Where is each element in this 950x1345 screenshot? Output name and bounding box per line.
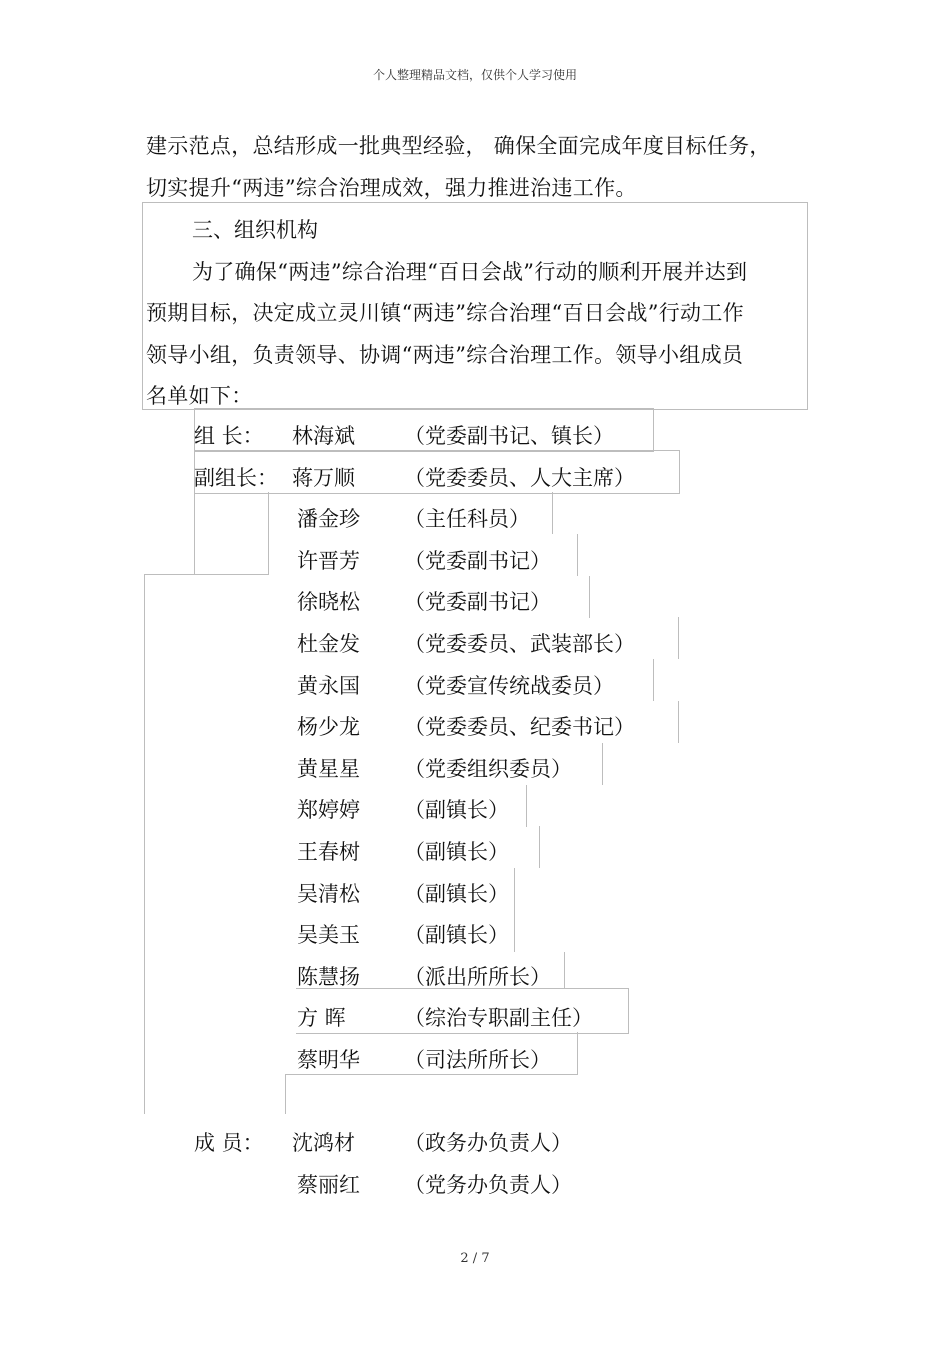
member-name: 黄星星 — [297, 756, 360, 781]
member-name: 潘金珍 — [297, 507, 360, 532]
member-title: （副镇长） — [404, 881, 509, 906]
member-name: 杨少龙 — [297, 715, 360, 740]
frame-line — [285, 1074, 286, 1114]
paragraph-line: 预期目标，决定成立灵川镇“两违”综合治理“百日会战”行动工作 — [146, 301, 744, 325]
member-role: 组 长： — [194, 424, 264, 448]
member-title: （综治专职副主任） — [404, 1006, 593, 1031]
member-role: 成 员： — [194, 1131, 264, 1155]
member-role: 副组长： — [194, 465, 278, 490]
frame-line — [514, 910, 515, 952]
frame-line — [577, 1032, 578, 1074]
frame-line — [144, 574, 269, 575]
member-name: 王春树 — [297, 840, 360, 864]
frame-line — [589, 576, 590, 618]
frame-line — [194, 492, 195, 574]
frame-line — [653, 659, 654, 701]
paragraph-line: 为了确保“两违”综合治理“百日会战”行动的顺利开展并达到 — [192, 260, 748, 284]
paragraph-line: 名单如下： — [146, 384, 253, 408]
frame-line — [678, 701, 679, 743]
member-title: （主任科员） — [404, 507, 530, 532]
frame-line — [552, 492, 553, 534]
frame-line — [514, 868, 515, 910]
paragraph-line: 建示范点，总结形成一批典型经验， 确保全面完成年度目标任务， — [146, 134, 771, 158]
member-title: （党委副书记） — [404, 548, 551, 573]
paragraph-line: 领导小组，负责领导、协调“两违”综合治理工作。领导小组成员 — [146, 343, 744, 367]
frame-line — [144, 574, 145, 1114]
frame-line — [526, 785, 527, 827]
member-name: 蒋万顺 — [292, 465, 355, 490]
member-title: （党委委员、武装部长） — [404, 632, 635, 656]
member-title: （副镇长） — [404, 923, 509, 948]
member-name: 黄永国 — [297, 673, 360, 698]
member-title: （党委组织委员） — [404, 756, 572, 781]
frame-line — [285, 1074, 578, 1075]
member-name: 许晋芳 — [297, 548, 360, 573]
page-header: 个人整理精品文档，仅供个人学习使用 — [372, 68, 577, 82]
frame-line — [564, 952, 565, 988]
member-title: （政务办负责人） — [404, 1131, 572, 1155]
frame-line — [577, 534, 578, 576]
section-title: 三、组织机构 — [192, 218, 318, 242]
member-name: 蔡丽红 — [297, 1173, 360, 1197]
member-title: （副镇长） — [404, 840, 509, 864]
frame-line — [602, 743, 603, 785]
member-name: 吴美玉 — [297, 923, 360, 948]
member-title: （党委副书记、镇长） — [404, 424, 614, 448]
member-name: 沈鸿材 — [292, 1131, 355, 1155]
member-title: （党委委员、人大主席） — [404, 465, 635, 490]
member-title: （党务办负责人） — [404, 1173, 572, 1197]
member-name: 杜金发 — [297, 632, 360, 656]
member-title: （党委委员、纪委书记） — [404, 715, 635, 740]
member-name: 陈慧扬 — [297, 964, 360, 989]
frame-line — [678, 617, 679, 659]
member-name: 吴清松 — [297, 881, 360, 906]
paragraph-line: 切实提升“两违”综合治理成效，强力推进治违工作。 — [146, 176, 637, 200]
member-name: 林海斌 — [292, 424, 355, 448]
member-title: （派出所所长） — [404, 964, 551, 989]
member-name: 蔡明华 — [297, 1048, 360, 1072]
member-name: 郑婷婷 — [297, 798, 360, 823]
member-title: （司法所所长） — [404, 1048, 551, 1072]
frame-line — [539, 826, 540, 868]
page-number: 2 / 7 — [460, 1251, 490, 1266]
frame-line — [268, 492, 269, 574]
member-title: （党委宣传统战委员） — [404, 673, 614, 698]
member-title: （党委副书记） — [404, 590, 551, 615]
member-title: （副镇长） — [404, 798, 509, 823]
member-name: 徐晓松 — [297, 590, 360, 615]
member-name: 方 晖 — [297, 1006, 346, 1031]
